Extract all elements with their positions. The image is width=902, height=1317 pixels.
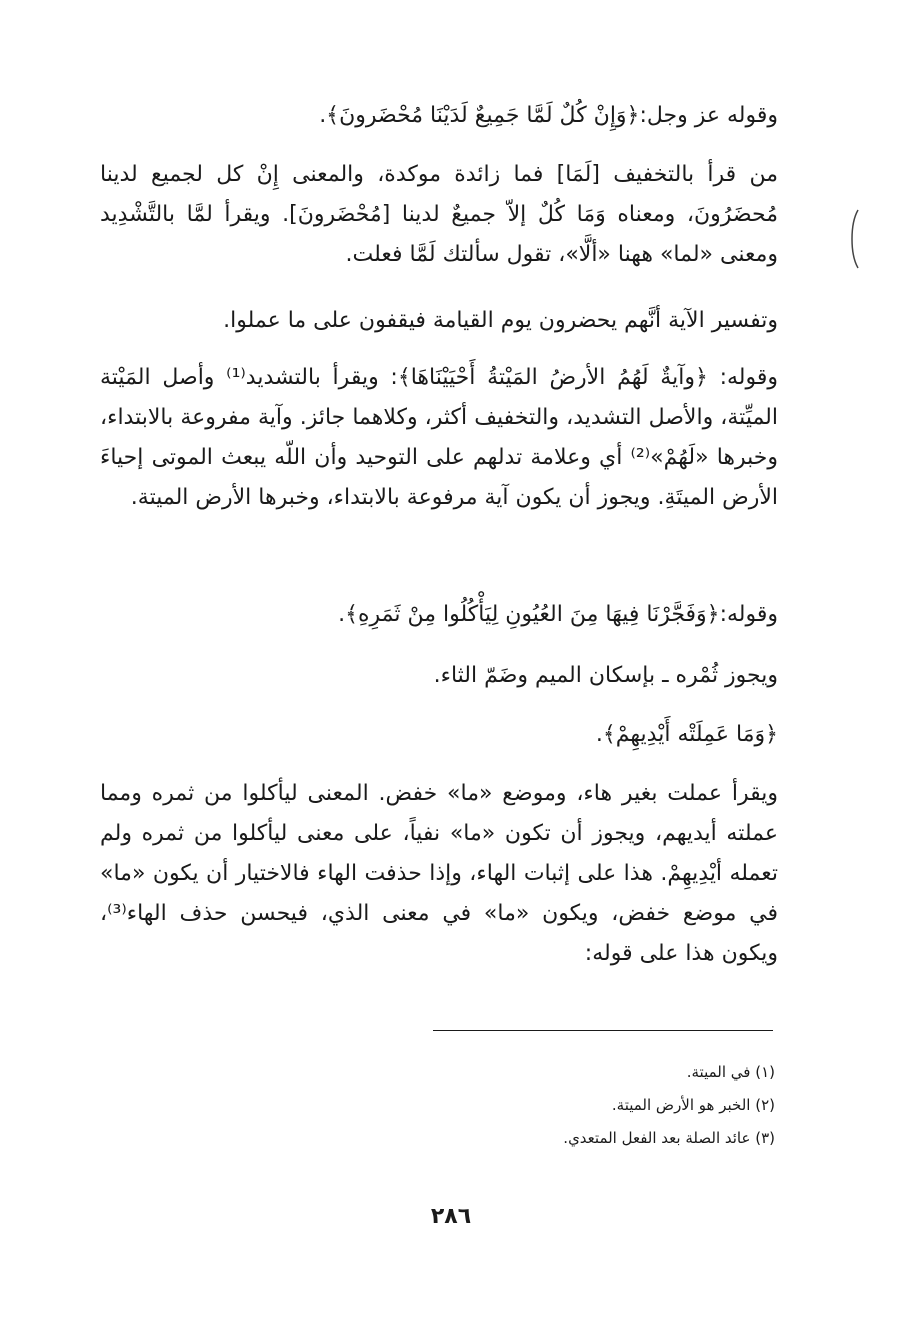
footnote-2: (٢) الخبر هو الأرض الميتة. <box>611 1096 775 1114</box>
footnotes-section <box>430 1056 775 1155</box>
verse-paragraph-2 <box>100 595 836 635</box>
verse-paragraph-3 <box>100 715 836 755</box>
footnote-3: (٣) عائد الصلة بعد الفعل المتعدي. <box>563 1129 775 1147</box>
commentary-paragraph-4 <box>100 656 836 696</box>
paragraph-text: وتفسير الآية أنَّهم يحضرون يوم القيامة فيقفون على ما عملوا. <box>223 308 778 333</box>
paragraph-text: وقوله:﴿وَفَجَّرْنَا فِيهَا مِنَ العُيُونِ لِيَأْكُلُوا مِنْ ثَمَرِهِ﴾. <box>338 602 778 627</box>
verse-paragraph-1 <box>100 96 836 136</box>
commentary-paragraph-1 <box>100 155 808 275</box>
commentary-paragraph-5 <box>100 774 808 974</box>
paragraph-text: وقوله عز وجل:﴿وَإِنْ كُلٌ لَمَّا جَمِيعٌ لَدَيْنَا مُحْضَرونَ﴾. <box>319 103 778 128</box>
paragraph-text: من قرأ بالتخفيف [لَمَا] فما زائدة موكدة، والمعنى إِنْ كل لجميع لدينا مُحضَرُونَ، ومعناه وَمَا كُلٌ إلاّ جميعٌ لدينا [مُحْضَرونَ]. ويقرأ لمَّا بالتَّشْدِيد ومعنى «لما» ههنا «ألَّا»، تقول سألتك لَمَّا فعلت. <box>100 162 778 267</box>
footnote-divider <box>433 1030 773 1031</box>
paragraph-text: ويقرأ عملت بغير هاء، وموضع «ما» خفض. المعنى ليأكلوا من ثمره ومما عملته أيديهم، ويجوز أن تكون «ما» نفياً، على معنى ليأكلوا من ثمره ولم تعمله أيْدِيهِمْ. هذا على إثبات الهاء، وإذا حذفت الهاء فالاختيار أن يكون «ما» في موضع خفض، ويكون «ما» في معنى الذي، فيحسن حذف الهاء⁽³⁾، ويكون هذا على قوله: <box>100 781 778 966</box>
margin-bracket-mark <box>848 208 862 270</box>
paragraph-text: ﴿وَمَا عَمِلَتْه أَيْدِيهِمْ﴾. <box>595 722 778 747</box>
footnote-1: (١) في الميتة. <box>686 1063 775 1081</box>
paragraph-text: ويجوز ثُمْره ـ بإسكان الميم وضَمّ الثاء. <box>433 663 778 688</box>
commentary-paragraph-2 <box>100 301 808 341</box>
paragraph-text: وقوله: ﴿وآيةٌ لَهُمُ الأرضُ المَيْتةُ أَحْيَيْنَاهَا﴾: ويقرأ بالتشديد⁽¹⁾ وأصل المَيْتة الميِّتة، والأصل التشديد، والتخفيف أكثر، وكلاهما جائز. وآية مفروعة بالابتداء، وخبرها «لَهُمْ»⁽²⁾ أي وعلامة تدلهم على التوحيد وأن اللّه يبعث الموتى إحياءَ الأرض الميتَةِ. ويجوز أن يكون آية مرفوعة بالابتداء، وخبرها الأرض الميتة. <box>100 365 778 510</box>
commentary-paragraph-3 <box>100 358 808 518</box>
page-number: ٢٨٦ <box>430 1204 472 1229</box>
